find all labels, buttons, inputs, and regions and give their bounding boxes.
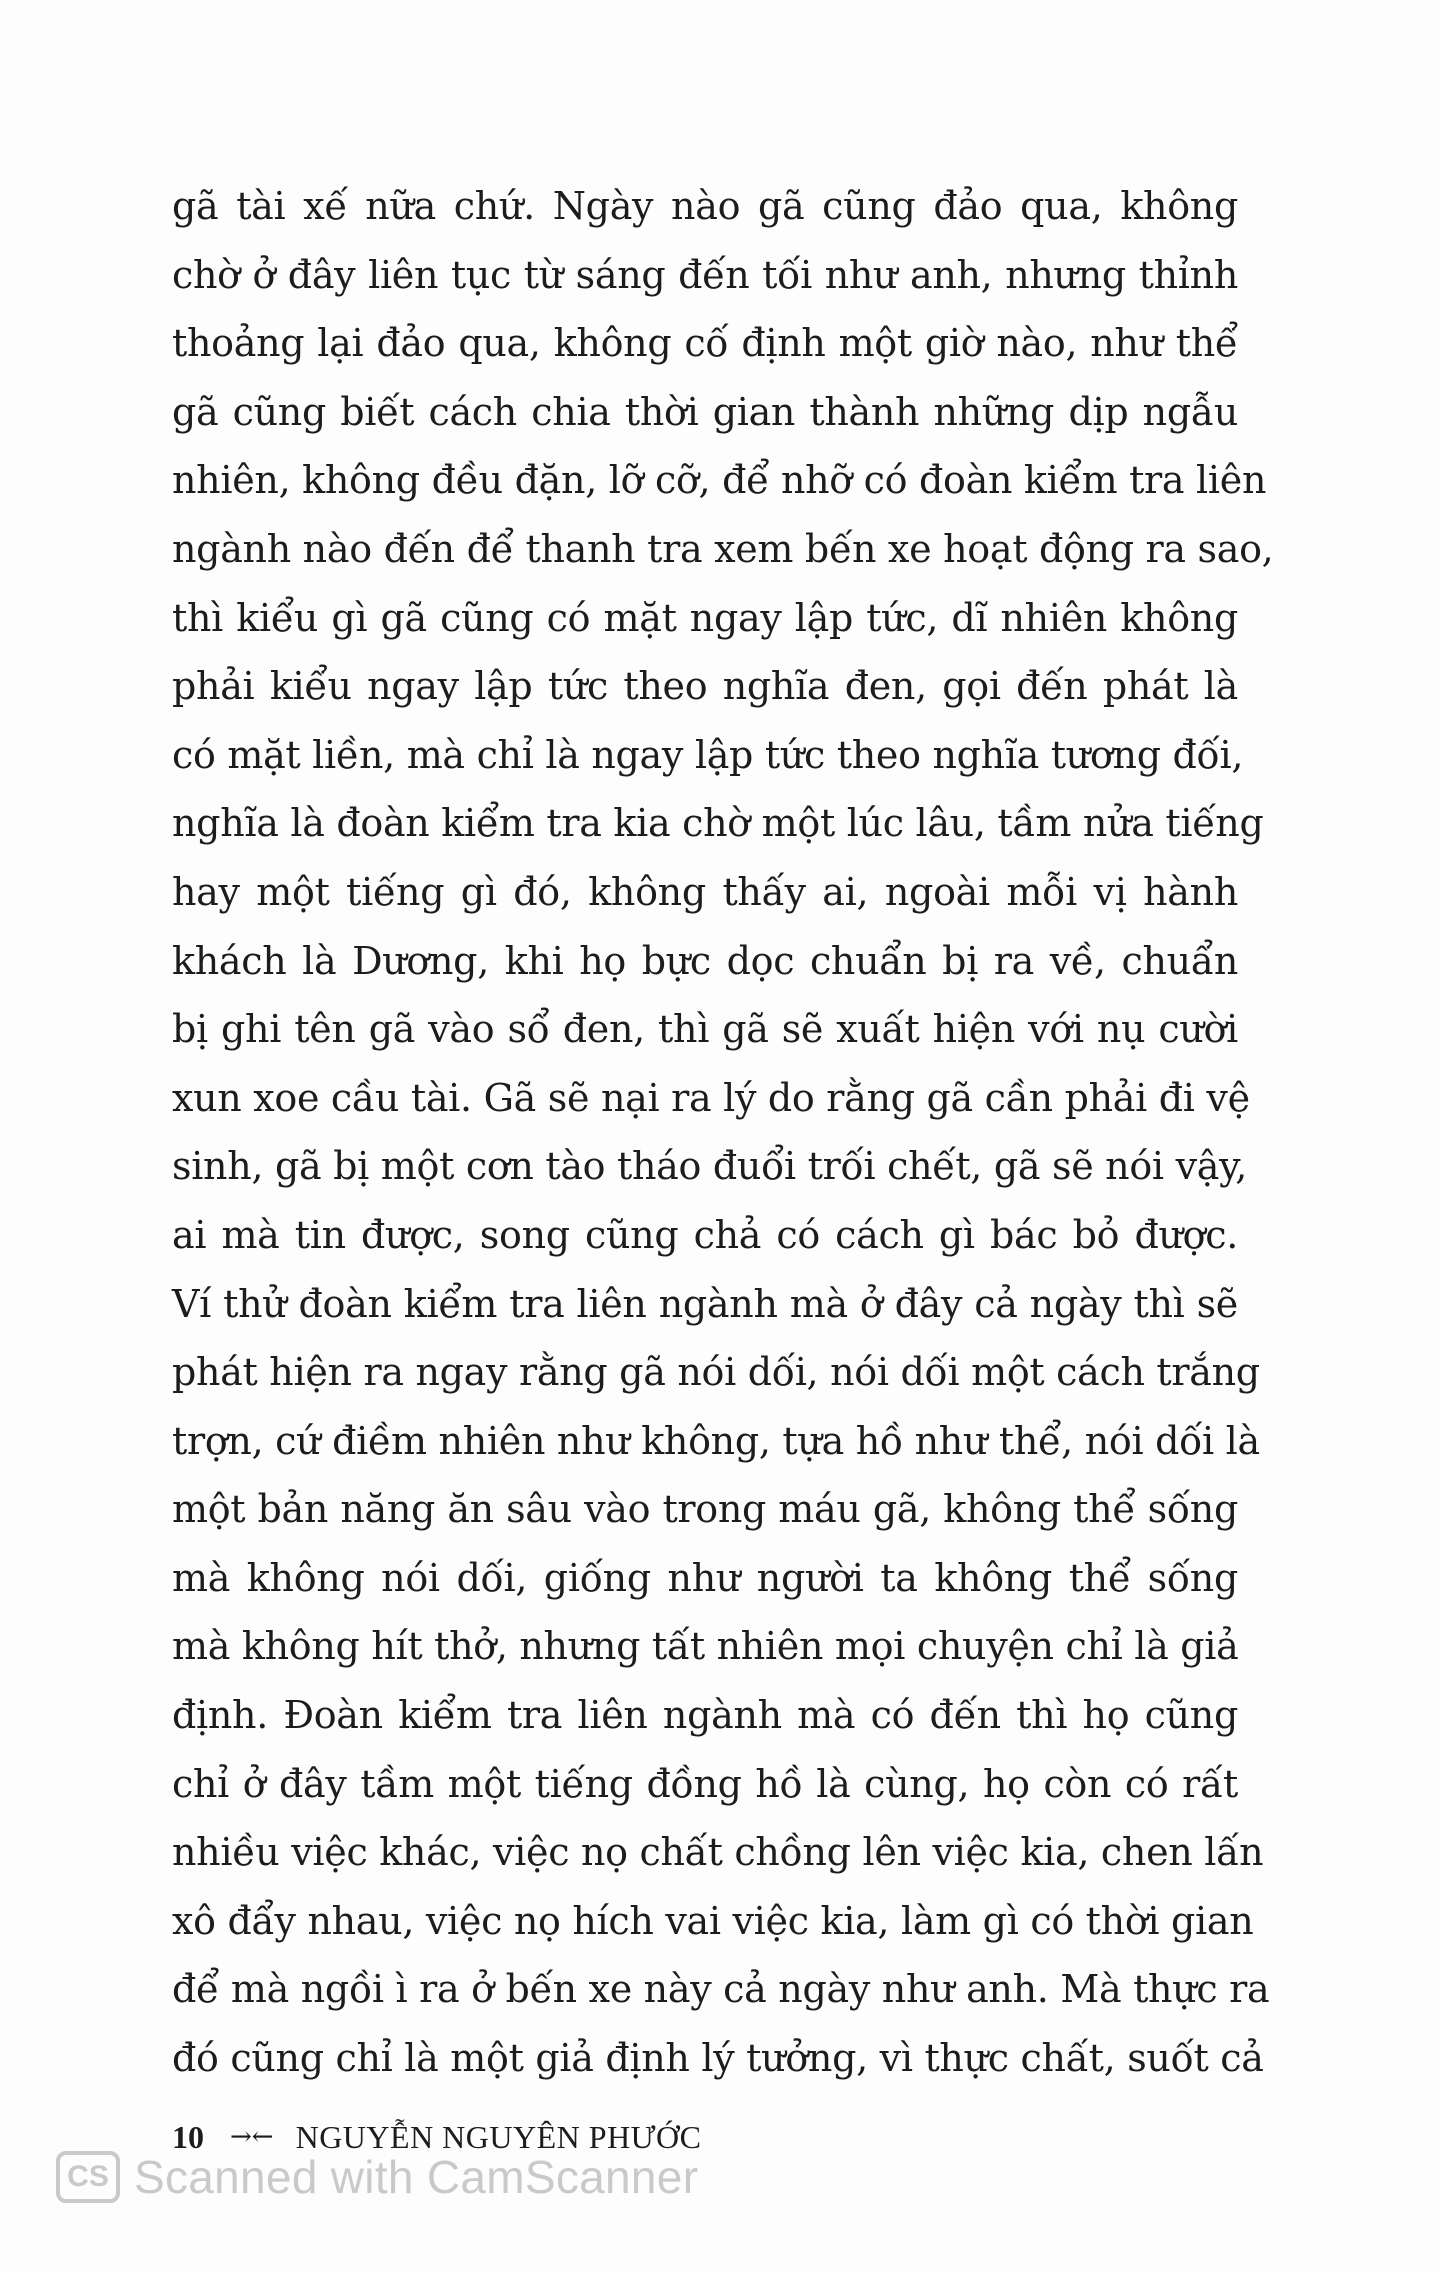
text-line: phát hiện ra ngay rằng gã nói dối, nói dối một cách trắng bbox=[172, 1350, 1260, 1395]
text-line: định. Đoàn kiểm tra liên ngành mà có đến thì họ cũng bbox=[172, 1693, 1238, 1738]
text-line: bị ghi tên gã vào sổ đen, thì gã sẽ xuất hiện với nụ cười bbox=[172, 1007, 1238, 1052]
page-body-text bbox=[172, 172, 1274, 2093]
text-line: gã cũng biết cách chia thời gian thành những dịp ngẫu bbox=[172, 389, 1238, 434]
text-line: một bản năng ăn sâu vào trong máu gã, không thể sống bbox=[172, 1487, 1238, 1532]
text-line: thì kiểu gì gã cũng có mặt ngay lập tức, dĩ nhiên không bbox=[172, 595, 1238, 640]
text-line: chờ ở đây liên tục từ sáng đến tối như anh, nhưng thỉnh bbox=[172, 252, 1238, 297]
footer-ornament-icon: →← bbox=[230, 2122, 274, 2152]
text-line: chỉ ở đây tầm một tiếng đồng hồ là cùng, họ còn có rất bbox=[172, 1761, 1238, 1806]
text-line: thoảng lại đảo qua, không cố định một giờ nào, như thể bbox=[172, 321, 1238, 366]
text-line: hay một tiếng gì đó, không thấy ai, ngoài mỗi vị hành bbox=[172, 869, 1238, 914]
camscanner-logo-icon: CS bbox=[56, 2151, 120, 2203]
text-line: mà không hít thở, nhưng tất nhiên mọi chuyện chỉ là giả bbox=[172, 1624, 1239, 1669]
text-line: để mà ngồi ì ra ở bến xe này cả ngày như anh. Mà thực ra bbox=[172, 1967, 1270, 2012]
text-line: nhiều việc khác, việc nọ chất chồng lên việc kia, chen lấn bbox=[172, 1830, 1264, 1875]
text-line: ngành nào đến để thanh tra xem bến xe hoạt động ra sao, bbox=[172, 526, 1274, 571]
text-line: trợn, cứ điềm nhiên như không, tựa hồ như thể, nói dối là bbox=[172, 1418, 1260, 1463]
watermark-text: Scanned with CamScanner bbox=[134, 2151, 699, 2203]
text-line: Ví thử đoàn kiểm tra liên ngành mà ở đây cả ngày thì sẽ bbox=[172, 1281, 1238, 1326]
text-line: ai mà tin được, song cũng chả có cách gì bác bỏ được. bbox=[172, 1212, 1238, 1257]
text-line: khách là Dương, khi họ bực dọc chuẩn bị ra về, chuẩn bbox=[172, 938, 1238, 983]
scanner-watermark bbox=[56, 2150, 698, 2204]
text-line: phải kiểu ngay lập tức theo nghĩa đen, gọi đến phát là bbox=[172, 664, 1238, 709]
text-line: mà không nói dối, giống như người ta không thể sống bbox=[172, 1555, 1238, 1600]
text-line: đó cũng chỉ là một giả định lý tưởng, vì thực chất, suốt cả bbox=[172, 2036, 1264, 2081]
text-line: nghĩa là đoàn kiểm tra kia chờ một lúc lâu, tầm nửa tiếng bbox=[172, 801, 1264, 846]
text-line: sinh, gã bị một cơn tào tháo đuổi trối chết, gã sẽ nói vậy, bbox=[172, 1144, 1247, 1189]
page-number: 10 bbox=[172, 2118, 204, 2155]
text-line: nhiên, không đều đặn, lỡ cỡ, để nhỡ có đoàn kiểm tra liên bbox=[172, 458, 1267, 503]
text-line: gã tài xế nữa chứ. Ngày nào gã cũng đảo qua, không bbox=[172, 184, 1238, 228]
author-name: NGUYỄN NGUYÊN PHƯỚC bbox=[295, 2118, 702, 2155]
text-line: xun xoe cầu tài. Gã sẽ nại ra lý do rằng gã cần phải đi vệ bbox=[172, 1075, 1250, 1120]
text-line: xô đẩy nhau, việc nọ hích vai việc kia, làm gì có thời gian bbox=[172, 1898, 1254, 1943]
text-line: có mặt liền, mà chỉ là ngay lập tức theo nghĩa tương đối, bbox=[172, 732, 1244, 777]
